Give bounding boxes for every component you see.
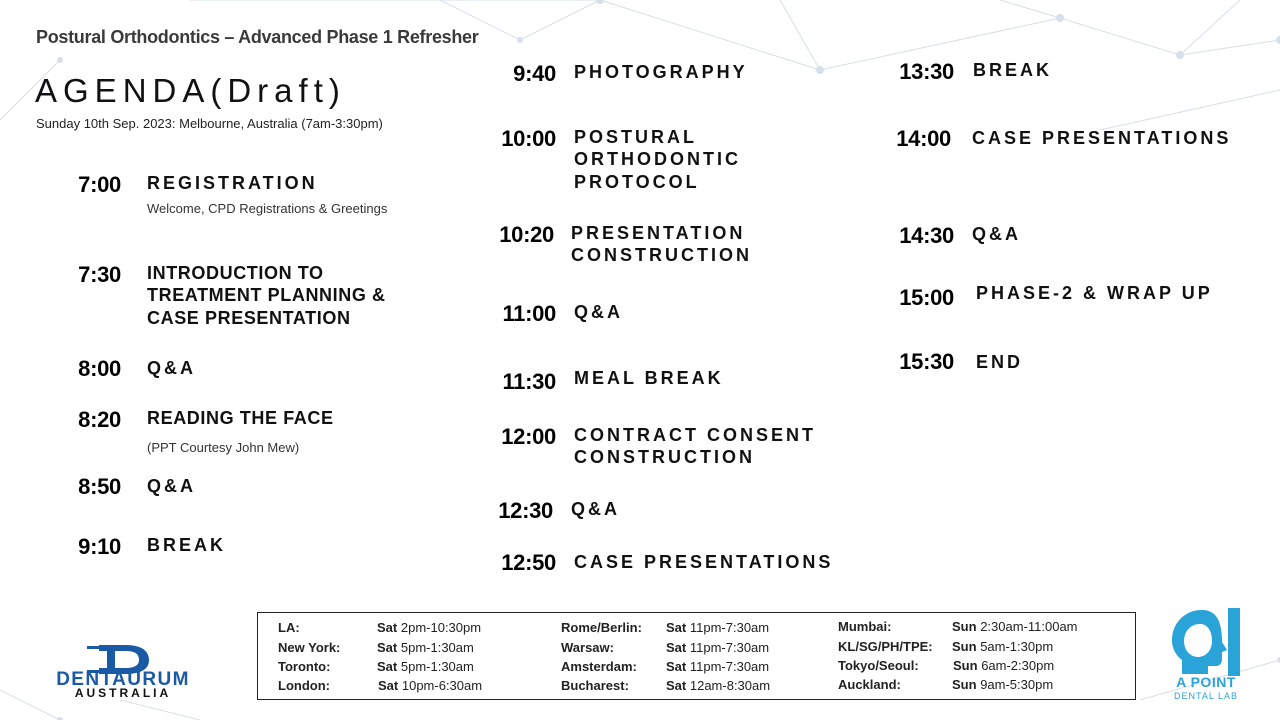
- agenda-time: 10:00: [501, 126, 556, 151]
- agenda-label-line: CONTRACT CONSENT: [574, 425, 816, 445]
- timezone-range: 6am-2:30pm: [981, 658, 1055, 673]
- timezone-range: 2:30am-11:00am: [980, 619, 1078, 634]
- agenda-label: Q&A: [147, 358, 196, 378]
- timezone-range: 5pm-1:30am: [400, 659, 474, 674]
- agenda-label: READING THE FACE: [147, 408, 334, 428]
- agenda-label: BREAK: [973, 60, 1053, 80]
- agenda-time: 10:20: [499, 222, 554, 247]
- agenda-time: 7:30: [78, 262, 121, 287]
- agenda-time: 13:30: [899, 59, 954, 84]
- agenda-label: CASE PRESENTATIONS: [574, 552, 834, 572]
- timezone-city: LA:: [278, 620, 300, 635]
- agenda-time: 14:00: [896, 126, 951, 151]
- timezone-day: Sat: [377, 620, 398, 635]
- agenda-time: 8:00: [78, 356, 121, 381]
- agenda-time: 12:30: [498, 498, 553, 523]
- agenda-label-line: ORTHODONTIC: [574, 149, 741, 169]
- agenda-time: 8:50: [78, 474, 121, 499]
- agenda-time: 15:00: [899, 285, 954, 310]
- timezone-day: Sat: [666, 659, 687, 674]
- dentaurum-wordmark: DENTAURUM: [56, 669, 190, 690]
- agenda-time: 8:20: [78, 407, 121, 432]
- timezone-city: Rome/Berlin:: [561, 620, 642, 635]
- agenda-time: 7:00: [78, 172, 121, 197]
- timezone-range: 12am-8:30am: [689, 678, 771, 693]
- agenda-time: 9:10: [78, 534, 121, 559]
- timezone-range: 2pm-10:30pm: [400, 620, 482, 635]
- agenda-label: BREAK: [147, 535, 227, 555]
- a-point-wordmark: A POINT: [1176, 674, 1236, 690]
- agenda-label: Q&A: [972, 224, 1021, 244]
- agenda-time: 9:40: [513, 61, 556, 86]
- timezone-city: Auckland:: [838, 677, 901, 692]
- agenda-title: AGENDA(Draft): [35, 72, 346, 109]
- timezone-day: Sat: [666, 620, 687, 635]
- agenda-subtitle: Sunday 10th Sep. 2023: Melbourne, Australia (7am-3:30pm): [36, 116, 383, 131]
- agenda-note: Welcome, CPD Registrations & Greetings: [147, 201, 388, 216]
- timezone-city: London:: [278, 678, 330, 693]
- agenda-label-line: CONSTRUCTION: [571, 245, 752, 265]
- dentaurum-country: AUSTRALIA: [74, 686, 172, 700]
- event-title: Postural Orthodontics – Advanced Phase 1 Refresher: [36, 27, 479, 47]
- agenda-label: CASE PRESENTATIONS: [972, 128, 1232, 148]
- agenda-time: 12:50: [501, 550, 556, 575]
- agenda-label-line: CASE PRESENTATION: [147, 308, 351, 328]
- agenda-label: REGISTRATION: [147, 173, 318, 193]
- agenda-label-line: INTRODUCTION TO: [147, 263, 324, 283]
- timezone-city: Warsaw:: [561, 640, 614, 655]
- agenda-label-line: TREATMENT PLANNING &: [147, 285, 386, 305]
- agenda-label: Q&A: [147, 476, 196, 496]
- dentaurum-logo: [25, 640, 225, 702]
- agenda-label: PHASE-2 & WRAP UP: [976, 283, 1213, 303]
- agenda-label: PHOTOGRAPHY: [574, 62, 748, 82]
- agenda-label: Q&A: [571, 499, 620, 519]
- agenda-time: 15:30: [899, 349, 954, 374]
- agenda-label-line: POSTURAL: [574, 127, 697, 147]
- timezone-day: Sun: [952, 677, 977, 692]
- a-point-logo: [1164, 604, 1248, 712]
- timezone-day: Sat: [666, 640, 687, 655]
- timezone-city: Amsterdam:: [561, 659, 637, 674]
- agenda-time: 11:30: [502, 369, 556, 394]
- timezone-range: 11pm-7:30am: [689, 620, 770, 635]
- timezone-day: Sun: [953, 658, 978, 673]
- timezone-range: 10pm-6:30am: [401, 678, 483, 693]
- agenda-time: 12:00: [501, 424, 556, 449]
- agenda-label: MEAL BREAK: [574, 368, 724, 388]
- timezone-day: Sun: [952, 639, 977, 654]
- timezone-range: 11pm-7:30am: [689, 640, 770, 655]
- timezone-city: New York:: [278, 640, 341, 655]
- agenda-time: 14:30: [899, 223, 954, 248]
- timezone-table: [257, 612, 1136, 700]
- timezone-day: Sun: [952, 619, 977, 634]
- agenda-label-line: PRESENTATION: [571, 223, 746, 243]
- a-point-subtitle: DENTAL LAB: [1173, 691, 1239, 701]
- agenda-label-line: PROTOCOL: [574, 172, 700, 192]
- timezone-city: Tokyo/Seoul:: [838, 658, 919, 673]
- agenda-label: END: [976, 352, 1024, 372]
- timezone-day: Sat: [378, 678, 399, 693]
- timezone-city: Mumbai:: [838, 619, 892, 634]
- timezone-range: 9am-5:30pm: [980, 677, 1054, 692]
- timezone-range: 11pm-7:30am: [689, 659, 770, 674]
- timezone-range: 5pm-1:30am: [400, 640, 474, 655]
- agenda-label-line: CONSTRUCTION: [574, 447, 755, 467]
- agenda-label: Q&A: [574, 302, 623, 322]
- timezone-city: Toronto:: [278, 659, 331, 674]
- agenda-note: (PPT Courtesy John Mew): [147, 440, 300, 455]
- timezone-day: Sat: [377, 659, 398, 674]
- timezone-day: Sat: [666, 678, 687, 693]
- timezone-city: Bucharest:: [561, 678, 629, 693]
- timezone-range: 5am-1:30pm: [980, 639, 1054, 654]
- head-silhouette-icon: [1164, 604, 1248, 678]
- timezone-day: Sat: [377, 640, 398, 655]
- timezone-city: KL/SG/PH/TPE:: [838, 639, 933, 654]
- agenda-time: 11:00: [502, 301, 556, 326]
